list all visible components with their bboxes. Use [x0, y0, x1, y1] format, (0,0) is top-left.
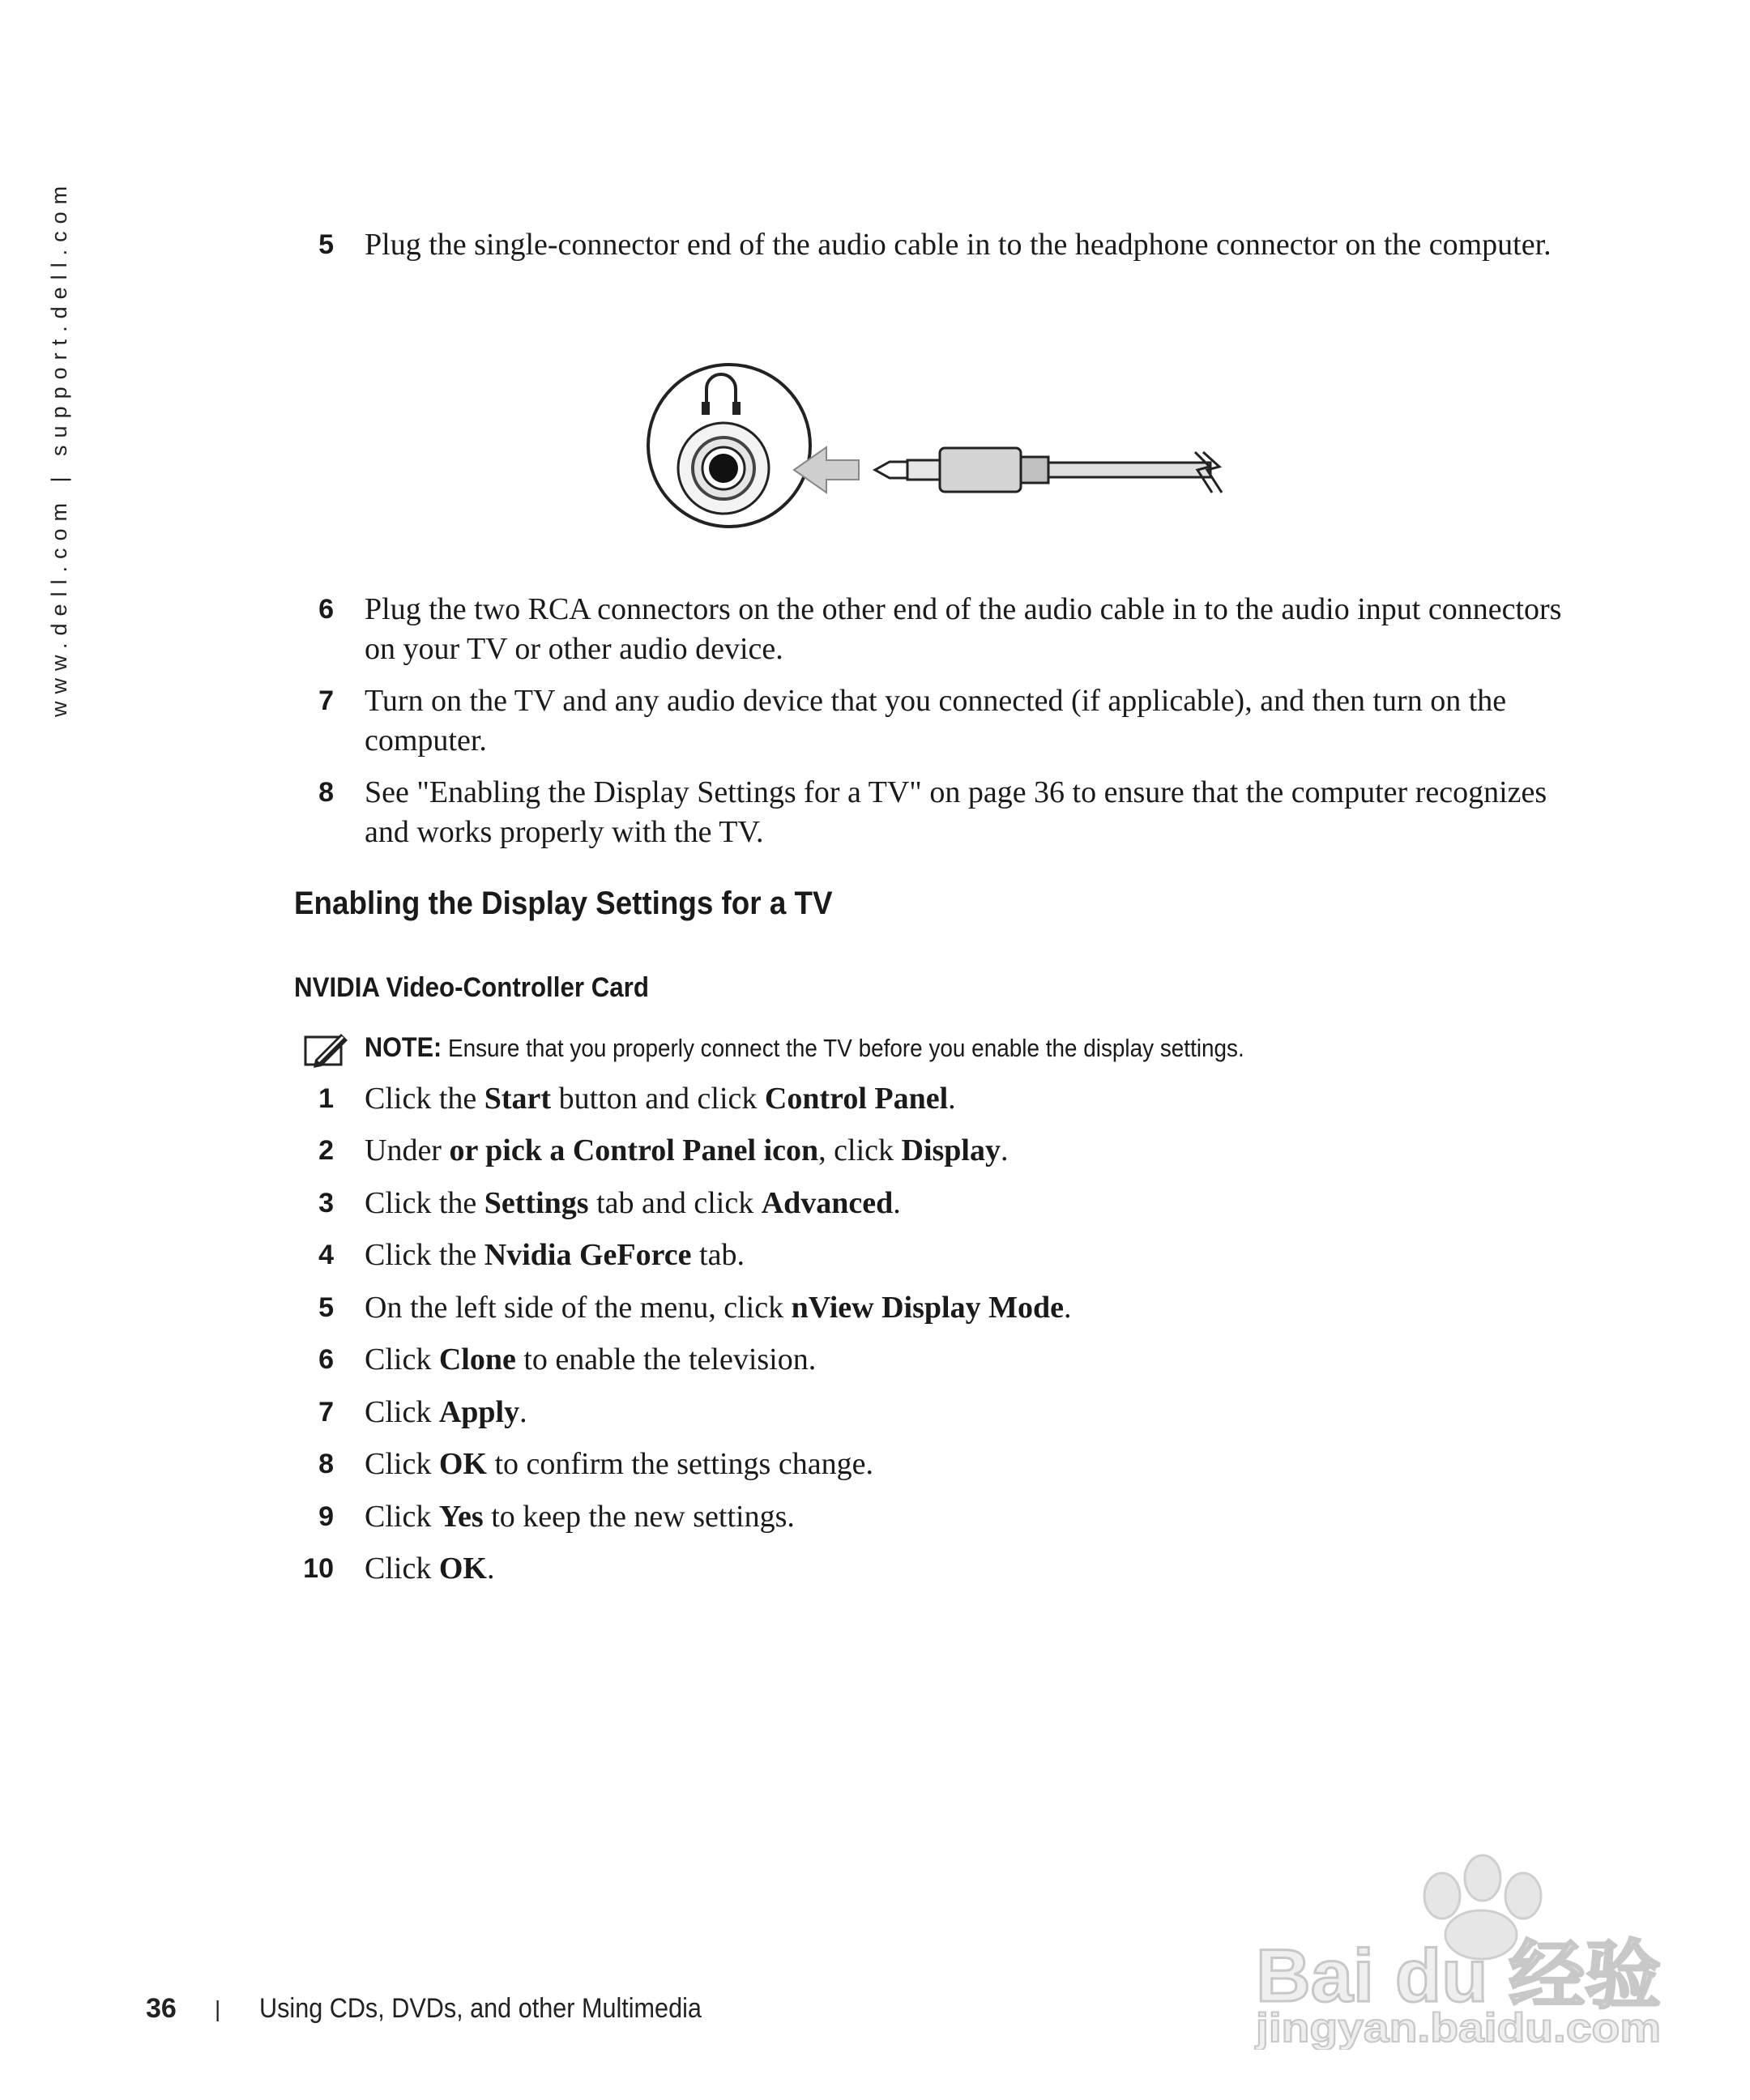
ui-term: Clone	[438, 1342, 516, 1377]
step-number: 8	[318, 1449, 334, 1479]
text-run: , click	[818, 1133, 902, 1167]
step-text	[365, 773, 1580, 852]
step-top	[300, 773, 1596, 852]
ui-term: Start	[484, 1082, 552, 1116]
text-run: Click the	[365, 1238, 484, 1272]
step-number: 6	[318, 594, 334, 625]
step-text	[365, 1497, 1580, 1537]
step-bottom	[300, 1131, 1596, 1171]
ui-term: nView Display Mode	[791, 1291, 1064, 1325]
step-number: 9	[318, 1501, 334, 1532]
ui-term: OK	[438, 1552, 487, 1586]
step-text	[365, 1393, 1580, 1432]
note-callout	[304, 1029, 1600, 1069]
ui-term: or pick a Control Panel icon	[449, 1133, 819, 1167]
step-number: 5	[318, 1292, 334, 1323]
ui-term: Yes	[438, 1500, 484, 1534]
text-run: to keep the new settings.	[483, 1500, 795, 1534]
step-number: 2	[318, 1135, 334, 1166]
ui-term: Advanced	[761, 1186, 894, 1220]
text-run: Click	[365, 1552, 439, 1586]
step-number: 5	[318, 229, 334, 260]
ui-term: Display	[901, 1133, 1001, 1167]
ui-term: Settings	[484, 1186, 589, 1220]
text-run: Click	[365, 1500, 439, 1534]
step-number: 3	[318, 1188, 334, 1219]
step-text	[365, 1340, 1580, 1380]
step-top	[300, 225, 1596, 265]
text-run: Click the	[365, 1186, 484, 1220]
step-text	[365, 1288, 1580, 1328]
text-run: Click	[365, 1395, 439, 1429]
step-bottom	[300, 1549, 1596, 1589]
chapter-title: Using CDs, DVDs, and other Multimedia	[259, 1993, 702, 2024]
note-label: NOTE:	[365, 1032, 442, 1063]
text-run: .	[486, 1552, 495, 1586]
ui-term: OK	[438, 1447, 487, 1481]
headphone-jack-port	[648, 365, 810, 527]
text-run: .	[948, 1082, 956, 1116]
ui-term: Control Panel	[764, 1082, 949, 1116]
text-run: Click	[365, 1447, 439, 1481]
text-run: tab.	[691, 1238, 745, 1272]
page-number: 36	[146, 1993, 177, 2024]
watermark-logo: Bai du 经验	[1256, 1935, 1661, 2017]
step-text	[365, 1184, 1580, 1223]
step-bottom	[300, 1340, 1596, 1380]
ui-term: Apply	[438, 1395, 520, 1429]
text-run: On the left side of the menu, click	[365, 1291, 792, 1325]
step-number: 7	[318, 1397, 334, 1428]
step-text	[365, 1549, 1580, 1589]
step-bottom	[300, 1288, 1596, 1328]
step-text	[365, 681, 1580, 761]
step-bottom	[300, 1236, 1596, 1275]
footer-separator: |	[215, 1996, 221, 2021]
text-run: See "Enabling the Display Settings for a TV" on page 36 to ensure that the computer recognizes and works properly with the TV.	[365, 775, 1547, 849]
text-run: Plug the single-connector end of the audio cable in to the headphone connector on the computer.	[365, 228, 1552, 262]
step-number: 10	[303, 1553, 334, 1584]
step-text	[365, 590, 1580, 669]
text-run: button and click	[551, 1082, 765, 1116]
step-text	[365, 1236, 1580, 1275]
step-text	[365, 1131, 1580, 1171]
step-number: 4	[318, 1240, 334, 1270]
text-run: .	[1000, 1133, 1009, 1167]
text-run: to enable the television.	[515, 1342, 817, 1377]
audio-plug-icon	[875, 448, 1222, 493]
text-run: .	[1063, 1291, 1072, 1325]
baidu-watermark	[1240, 1839, 1677, 2050]
subsection-heading: NVIDIA Video-Controller Card	[294, 972, 649, 1003]
text-run: Under	[365, 1133, 450, 1167]
text-run: Plug the two RCA connectors on the other end of the audio cable in to the audio input connectors on your TV or other audio device.	[365, 592, 1562, 666]
step-text	[365, 225, 1580, 265]
side-url: www.dell.com | support.dell.com	[47, 178, 71, 717]
step-number: 1	[318, 1083, 334, 1114]
note-text: Ensure that you properly connect the TV before you enable the display settings.	[442, 1034, 1244, 1062]
text-run: .	[893, 1186, 901, 1220]
step-bottom	[300, 1184, 1596, 1223]
text-run: Turn on the TV and any audio device that you connected (if applicable), and then turn on the computer.	[365, 684, 1507, 758]
step-text	[365, 1445, 1580, 1484]
text-run: to confirm the settings change.	[486, 1447, 873, 1481]
step-top	[300, 590, 1596, 669]
step-number: 6	[318, 1344, 334, 1375]
step-bottom	[300, 1393, 1596, 1432]
step-top	[300, 681, 1596, 761]
step-text	[365, 1079, 1580, 1119]
step-bottom	[300, 1445, 1596, 1484]
text-run: tab and click	[588, 1186, 762, 1220]
step-bottom	[300, 1079, 1596, 1119]
headphone-connector-diagram	[632, 356, 1264, 535]
step-number: 7	[318, 685, 334, 716]
note-pencil-icon	[304, 1029, 351, 1068]
section-heading: Enabling the Display Settings for a TV	[294, 886, 833, 921]
ui-term: Nvidia GeForce	[484, 1238, 692, 1272]
step-bottom	[300, 1497, 1596, 1537]
text-run: .	[519, 1395, 527, 1429]
watermark-url: jingyan.baidu.com	[1254, 2005, 1661, 2050]
text-run: Click the	[365, 1082, 484, 1116]
step-number: 8	[318, 777, 334, 808]
text-run: Click	[365, 1342, 439, 1377]
